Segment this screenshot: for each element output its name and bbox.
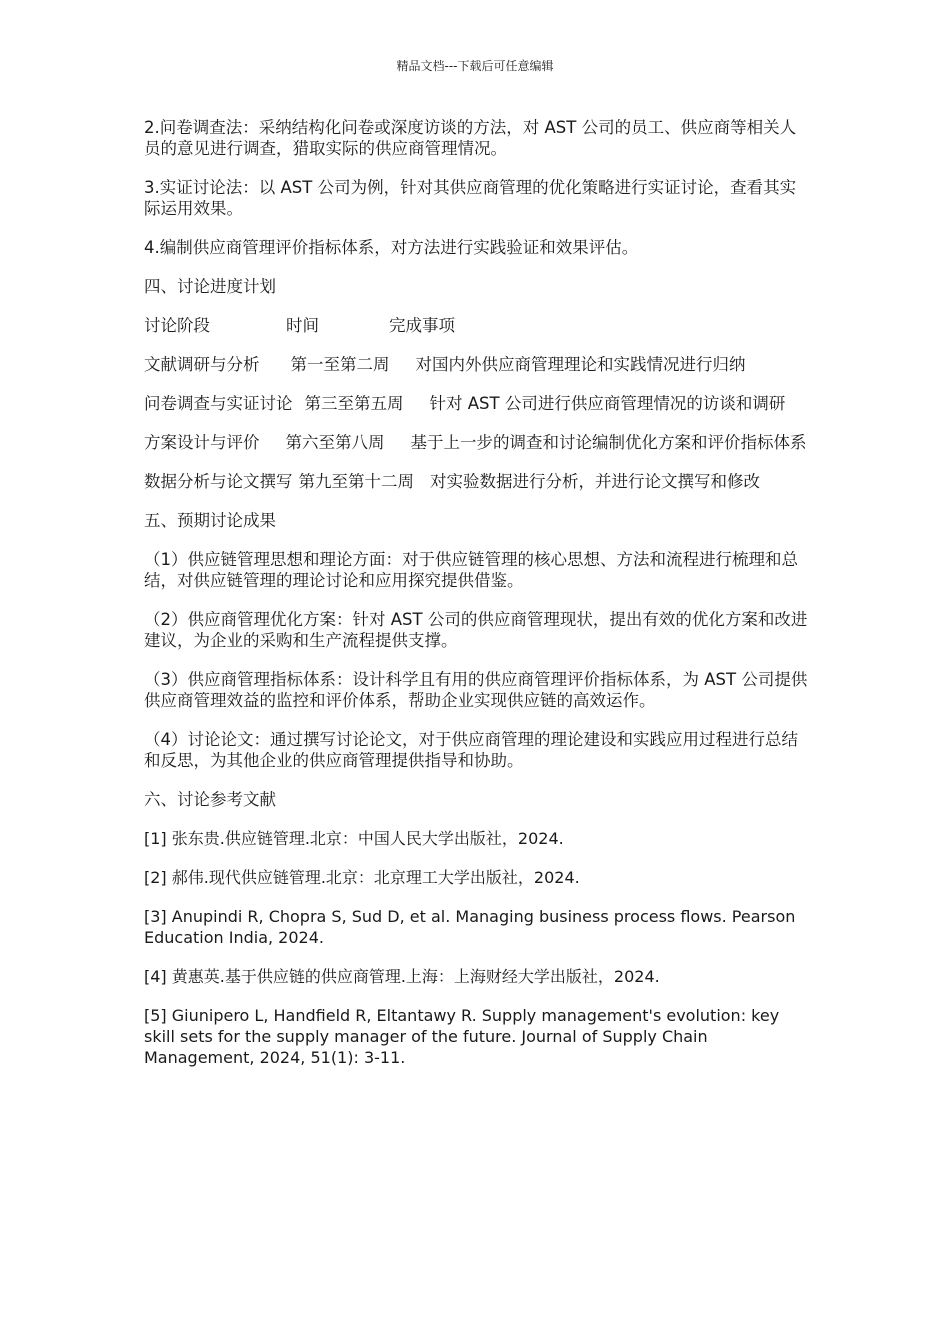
schedule-time: 第九至第十二周 [298,472,414,491]
method-item: 2.问卷调查法：采纳结构化问卷或深度访谈的方法，对 AST 公司的员工、供应商等相关人员的意见进行调查，猎取实际的供应商管理情况。 [144,118,797,158]
schedule-row [144,393,809,414]
reference-item: [1] 张东贵.供应链管理.北京：中国人民大学出版社，2024. [144,829,564,848]
schedule-row [144,354,809,375]
outcome-item: （3）供应商管理指标体系：设计科学且有用的供应商管理评价指标体系，为 AST 公司提供供应商管理效益的监控和评价体系，帮助企业实现供应链的高效运作。 [144,670,808,710]
document-body [144,117,809,1086]
reference-item: [2] 郝伟.现代供应链管理.北京：北京理工大学出版社，2024. [144,868,580,887]
outcome-item: （1）供应链管理思想和理论方面：对于供应链管理的核心思想、方法和流程进行梳理和总结，对供应链管理的理论讨论和应用探究提供借鉴。 [144,550,798,590]
schedule-header-row [144,315,809,336]
section-heading: 六、讨论参考文献 [144,790,276,809]
schedule-stage: 数据分析与论文撰写 [144,472,293,491]
reference-item: [4] 黄惠英.基于供应链的供应商管理.上海：上海财经大学出版社，2024. [144,967,660,986]
reference-item: [5] Giunipero L, Handfield R, Eltantawy R. Supply management's evolution: key skill sets for the supply manager of the future. Journal of Supply Chain Management, 2024, 51(1): 3-11. [144,1006,780,1067]
schedule-task: 对实验数据进行分析，并进行论文撰写和修改 [430,472,760,491]
schedule-stage: 文献调研与分析 [144,355,260,374]
page-header: 精品文档---下载后可任意编辑 [396,59,554,73]
section-heading: 四、讨论进度计划 [144,277,276,296]
reference-item: [3] Anupindi R, Chopra S, Sud D, et al. Managing business process flows. Pearson Education India, 2024. [144,907,796,947]
outcome-item: （2）供应商管理优化方案：针对 AST 公司的供应商管理现状，提出有效的优化方案和改进建议，为企业的采购和生产流程提供支撑。 [144,610,808,650]
schedule-row [144,471,809,492]
method-item: 3.实证讨论法：以 AST 公司为例，针对其供应商管理的优化策略进行实证讨论，查看其实际运用效果。 [144,178,797,218]
section-heading: 五、预期讨论成果 [144,511,276,530]
method-item: 4.编制供应商管理评价指标体系，对方法进行实践验证和效果评估。 [144,238,639,257]
schedule-time: 第一至第二周 [290,355,390,374]
schedule-task: 对国内外供应商管理理论和实践情况进行归纳 [415,355,746,374]
schedule-header-stage: 讨论阶段 [144,316,210,335]
schedule-task: 基于上一步的调查和讨论编制优化方案和评价指标体系 [410,433,807,452]
schedule-time: 第六至第八周 [285,433,385,452]
schedule-row [144,432,809,453]
schedule-stage: 方案设计与评价 [144,433,260,452]
outcome-item: （4）讨论论文：通过撰写讨论论文，对于供应商管理的理论建设和实践应用过程进行总结和反思，为其他企业的供应商管理提供指导和协助。 [144,730,798,770]
schedule-task: 针对 AST 公司进行供应商管理情况的访谈和调研 [429,394,786,413]
schedule-header-time: 时间 [286,316,319,335]
schedule-header-task: 完成事项 [389,316,455,335]
schedule-time: 第三至第五周 [304,394,404,413]
schedule-stage: 问卷调查与实证讨论 [144,394,293,413]
